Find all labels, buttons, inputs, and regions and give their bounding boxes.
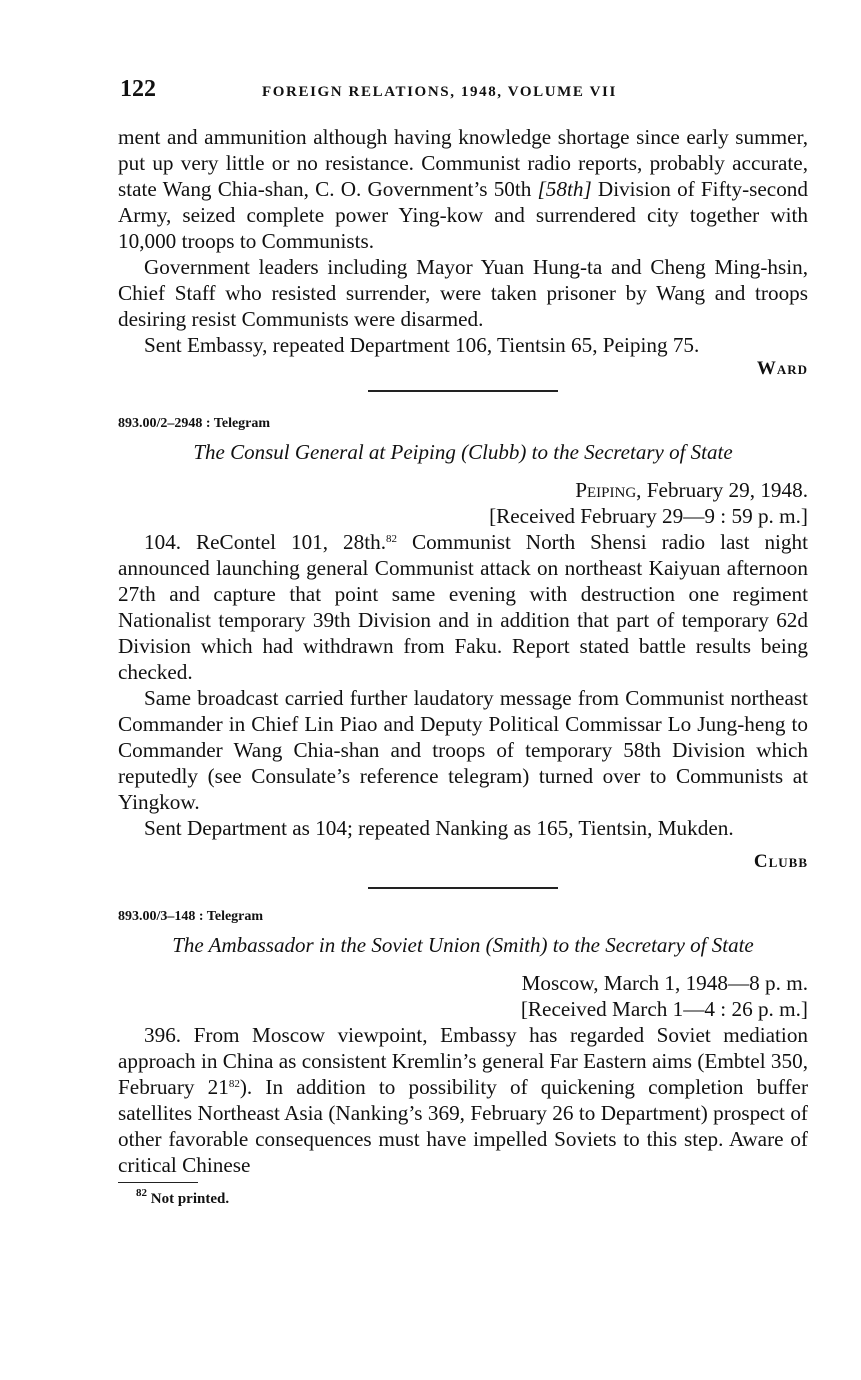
doc2-p1-text-b: Communist North Shensi radio last night announced launching general Communist attack on northeast Kaiyuan afternoon 27th and capture that point same evening with destruction one regiment Nationalist temporary 39th Division and in addition that part of temporary 62d Division which had withdrawn from Faku. Report stated battle results being checked. [118,530,809,684]
doc2-file-reference: 893.00/2–2948 : Telegram [118,416,271,431]
page-header [118,76,808,114]
doc1-p1-italic: [58th] [537,177,592,201]
doc2-p1-text-a: 104. ReContel 101, 28th. [144,530,386,554]
doc1-p1-text-a: ment and ammunition although having knowledge shortage since early summer, put up very little or no resistance. Communist radio reports, probably accurate, state Wang Chia-shan, C. O. Government’s 50th [118,125,808,201]
doc3-p1-text-a: 396. From Moscow viewpoint, Embassy has regarded Soviet mediation approach in China as consistent Kremlin’s general Far Eastern aims (Embtel 350, February 21 [118,1023,808,1099]
section-divider [368,887,558,889]
doc1-paragraph-1 [118,124,808,254]
doc2-date: , February 29, 1948. [636,478,808,502]
doc3-dateline: Moscow, March 1, 1948—8 p. m. [521,971,808,995]
doc2-paragraph-3: Sent Department as 104; repeated Nanking as 165, Tientsin, Mukden. [144,816,734,840]
document-page [118,76,808,1208]
doc2-received: [Received February 29—9 : 59 p. m.] [489,504,808,528]
doc3-title: The Ambassador in the Soviet Union (Smith) to the Secretary of State [172,933,754,957]
footnote-marker: 82 [136,1187,147,1199]
doc2-signature: Clubb [753,851,808,872]
doc2-paragraph-1 [118,529,808,685]
footnote [118,1187,808,1208]
doc1-paragraph-2: Government leaders including Mayor Yuan Hung-ta and Cheng Ming-hsin, Chief Staff who resisted surrender, were taken prisoner by Wang and troops desiring resist Communists were disarmed. [118,255,808,331]
doc3-paragraph-1 [118,1022,808,1178]
running-title: FOREIGN RELATIONS, 1948, VOLUME VII [262,84,617,100]
doc3-p1-text-b: ). In addition to possibility of quickening completion buffer satellites Northeast Asia (Nanking’s 369, February 26 to Department) prospect of other favorable consequences must have impelled Soviets to this step. Aware of critical Chinese [118,1075,809,1177]
doc1-p1-text-b: Division of Fifty-second Army, seized complete power Ying-kow and surrendered city together with 10,000 troops to Communists. [118,177,808,253]
doc2-dateline [118,477,808,503]
doc1-paragraph-3: Sent Embassy, repeated Department 106, Tientsin 65, Peiping 75. [144,333,700,357]
doc2-place: Peiping [575,478,637,502]
footnote-rule [118,1182,198,1183]
doc1-signature: Ward [756,358,808,379]
doc3-file-reference: 893.00/3–148 : Telegram [118,909,264,924]
footnote-text: Not printed. [150,1191,230,1207]
footnote-reference: 82 [386,533,397,545]
page-number: 122 [120,76,156,102]
doc2-paragraph-2: Same broadcast carried further laudatory message from Communist northeast Commander in Chief Lin Piao and Deputy Political Commissar Lo Jung-heng to Commander Wang Chia-shan and troops of temporary 58th Division which reputedly (see Consulate’s reference telegram) turned over to Communists at Yingkow. [118,686,808,814]
section-divider [368,390,558,392]
doc2-title: The Consul General at Peiping (Clubb) to the Secretary of State [193,440,733,464]
doc3-received: [Received March 1—4 : 26 p. m.] [520,997,808,1021]
footnote-reference: 82 [228,1078,240,1090]
